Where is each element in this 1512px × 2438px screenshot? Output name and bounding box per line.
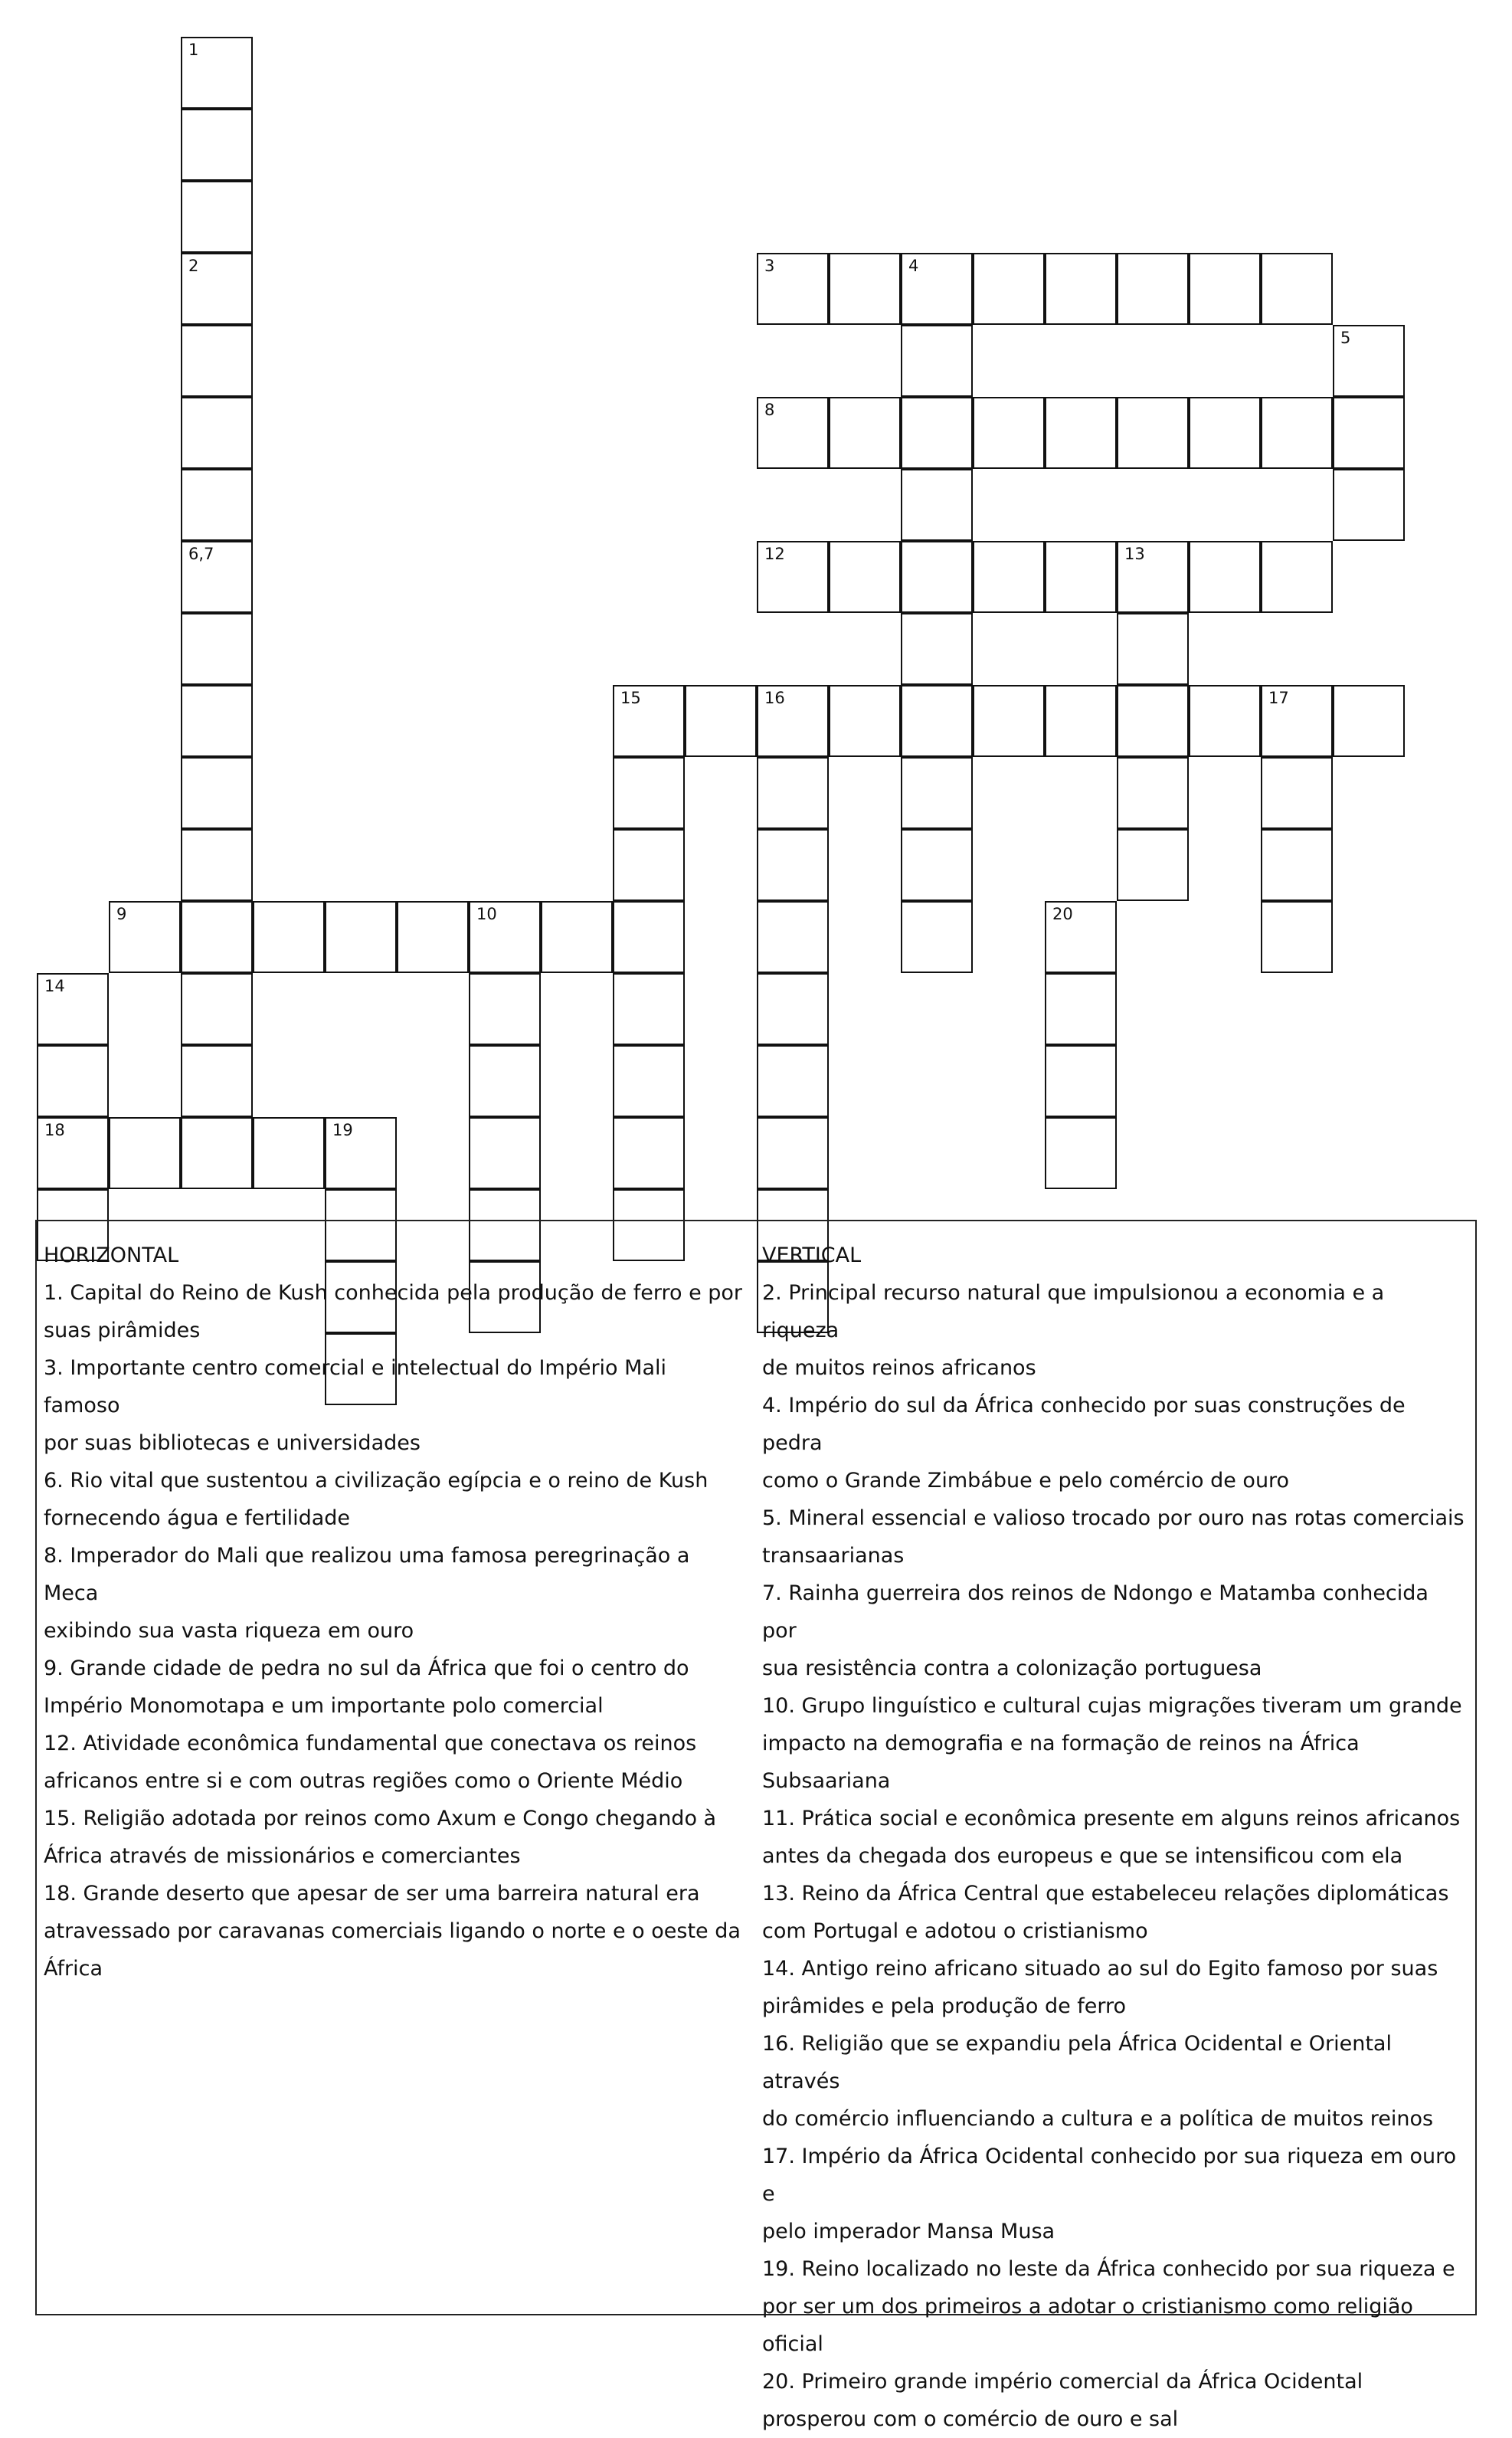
grid-cell[interactable] bbox=[1045, 253, 1117, 325]
clue-number: 19 bbox=[332, 1121, 353, 1139]
clue-number: 15 bbox=[620, 689, 641, 707]
grid-cell[interactable] bbox=[181, 253, 253, 325]
grid-cell[interactable] bbox=[1117, 757, 1189, 829]
clue-line: 17. Império da África Ocidental conhecido por sua riqueza em ouro e bbox=[762, 2145, 1457, 2206]
grid-cell[interactable] bbox=[325, 1117, 397, 1189]
grid-cell[interactable] bbox=[757, 253, 829, 325]
grid-cell[interactable] bbox=[1045, 685, 1117, 757]
clue-line: oficial bbox=[762, 2332, 823, 2356]
grid-cell[interactable] bbox=[901, 325, 973, 397]
clue-number: 1 bbox=[188, 41, 199, 59]
grid-cell[interactable] bbox=[181, 613, 253, 685]
grid-cell[interactable] bbox=[469, 1045, 541, 1117]
grid-cell[interactable] bbox=[1117, 253, 1189, 325]
clue-number: 12 bbox=[764, 545, 785, 563]
grid-cell[interactable] bbox=[973, 541, 1045, 613]
grid-cell[interactable] bbox=[613, 757, 685, 829]
grid-cell[interactable] bbox=[37, 973, 109, 1045]
grid-cell[interactable] bbox=[1117, 397, 1189, 469]
grid-cell[interactable] bbox=[181, 397, 253, 469]
grid-cell[interactable] bbox=[1045, 397, 1117, 469]
grid-cell[interactable] bbox=[613, 829, 685, 901]
clue-line: 10. Grupo linguístico e cultural cujas migrações tiveram um grande bbox=[762, 1694, 1462, 1718]
grid-cell[interactable] bbox=[469, 973, 541, 1045]
clues-box bbox=[35, 1220, 1477, 2431]
grid-cell[interactable] bbox=[901, 901, 973, 973]
grid-cell[interactable] bbox=[1333, 397, 1405, 469]
grid-cell[interactable] bbox=[613, 973, 685, 1045]
grid-cell[interactable] bbox=[757, 541, 829, 613]
grid-cell[interactable] bbox=[613, 685, 685, 757]
grid-cell[interactable] bbox=[757, 397, 829, 469]
clue-line: 18. Grande deserto que apesar de ser uma barreira natural era bbox=[44, 1882, 700, 1906]
clue-line: 15. Religião adotada por reinos como Axum e Congo chegando à bbox=[44, 1807, 717, 1830]
grid-cell[interactable] bbox=[613, 1045, 685, 1117]
horizontal-clues bbox=[44, 1237, 748, 1987]
clue-line: exibindo sua vasta riqueza em ouro bbox=[44, 1619, 414, 1643]
clue-number: 16 bbox=[764, 689, 785, 707]
clue-number: 6,7 bbox=[188, 545, 214, 563]
clue-number: 9 bbox=[116, 905, 127, 923]
clue-line: com Portugal e adotou o cristianismo bbox=[762, 1919, 1148, 1943]
clue-number: 10 bbox=[476, 905, 497, 923]
grid-cell[interactable] bbox=[109, 1117, 181, 1189]
grid-cell[interactable] bbox=[181, 1045, 253, 1117]
grid-cell[interactable] bbox=[901, 757, 973, 829]
clue-number: 2 bbox=[188, 257, 199, 275]
grid-cell[interactable] bbox=[1333, 469, 1405, 541]
grid-cell[interactable] bbox=[37, 1045, 109, 1117]
grid-cell[interactable] bbox=[181, 685, 253, 757]
grid-cell[interactable] bbox=[1189, 397, 1261, 469]
clue-number: 8 bbox=[764, 401, 775, 419]
clue-line: Império Monomotapa e um importante polo comercial bbox=[44, 1694, 604, 1718]
grid-cell[interactable] bbox=[469, 1117, 541, 1189]
grid-cell[interactable] bbox=[901, 829, 973, 901]
clue-line: transaarianas bbox=[762, 1544, 905, 1568]
grid-cell[interactable] bbox=[757, 901, 829, 973]
clue-line: de muitos reinos africanos bbox=[762, 1356, 1036, 1380]
grid-cell[interactable] bbox=[829, 397, 901, 469]
grid-cell[interactable] bbox=[181, 541, 253, 613]
grid-cell[interactable] bbox=[901, 613, 973, 685]
grid-cell[interactable] bbox=[1261, 829, 1333, 901]
clue-number: 17 bbox=[1268, 689, 1289, 707]
grid-cell[interactable] bbox=[757, 1045, 829, 1117]
grid-cell[interactable] bbox=[1261, 541, 1333, 613]
clue-line: 9. Grande cidade de pedra no sul da África que foi o centro do bbox=[44, 1656, 689, 1680]
grid-cell[interactable] bbox=[1045, 973, 1117, 1045]
grid-cell[interactable] bbox=[829, 253, 901, 325]
grid-cell[interactable] bbox=[181, 829, 253, 901]
clue-line: pelo imperador Mansa Musa bbox=[762, 2220, 1055, 2243]
clue-line: 1. Capital do Reino de Kush conhecida pela produção de ferro e por bbox=[44, 1281, 743, 1305]
clue-line: África bbox=[44, 1957, 103, 1981]
clue-line: 7. Rainha guerreira dos reinos de Ndongo e Matamba conhecida por bbox=[762, 1581, 1429, 1643]
grid-cell[interactable] bbox=[1117, 541, 1189, 613]
clue-line: 13. Reino da África Central que estabeleceu relações diplomáticas bbox=[762, 1882, 1449, 1906]
grid-cell[interactable] bbox=[1261, 757, 1333, 829]
vertical-heading: VERTICAL bbox=[762, 1244, 862, 1267]
clue-line: 14. Antigo reino africano situado ao sul do Egito famoso por suas bbox=[762, 1957, 1438, 1981]
grid-cell[interactable] bbox=[613, 901, 685, 973]
clue-line: 8. Imperador do Mali que realizou uma famosa peregrinação a Meca bbox=[44, 1544, 690, 1605]
grid-cell[interactable] bbox=[181, 37, 253, 109]
grid-cell[interactable] bbox=[901, 541, 973, 613]
grid-cell[interactable] bbox=[181, 973, 253, 1045]
clue-number: 20 bbox=[1052, 905, 1073, 923]
clue-line: 20. Primeiro grande império comercial da África Ocidental bbox=[762, 2370, 1363, 2394]
grid-cell[interactable] bbox=[253, 1117, 325, 1189]
clue-number: 18 bbox=[44, 1121, 65, 1139]
grid-cell[interactable] bbox=[901, 685, 973, 757]
clue-line: Subsaariana bbox=[762, 1769, 891, 1793]
grid-cell[interactable] bbox=[757, 829, 829, 901]
grid-cell[interactable] bbox=[901, 469, 973, 541]
grid-cell[interactable] bbox=[181, 757, 253, 829]
clue-number: 13 bbox=[1124, 545, 1145, 563]
grid-cell[interactable] bbox=[901, 253, 973, 325]
grid-cell[interactable] bbox=[1045, 1045, 1117, 1117]
grid-cell[interactable] bbox=[181, 901, 253, 973]
clue-line: 12. Atividade econômica fundamental que conectava os reinos bbox=[44, 1732, 697, 1755]
grid-cell[interactable] bbox=[973, 397, 1045, 469]
grid-cell[interactable] bbox=[757, 973, 829, 1045]
horizontal-clue-list bbox=[44, 1274, 748, 1987]
grid-cell[interactable] bbox=[181, 109, 253, 181]
clue-line: 3. Importante centro comercial e intelectual do Império Mali famoso bbox=[44, 1356, 667, 1417]
grid-cell[interactable] bbox=[1333, 325, 1405, 397]
grid-cell[interactable] bbox=[1261, 901, 1333, 973]
clue-number: 5 bbox=[1340, 329, 1351, 347]
grid-cell[interactable] bbox=[1189, 541, 1261, 613]
clue-line: como o Grande Zimbábue e pelo comércio de ouro bbox=[762, 1469, 1290, 1493]
grid-cell[interactable] bbox=[757, 685, 829, 757]
clue-line: sua resistência contra a colonização portuguesa bbox=[762, 1656, 1262, 1680]
grid-cell[interactable] bbox=[829, 541, 901, 613]
grid-cell[interactable] bbox=[397, 901, 469, 973]
grid-cell[interactable] bbox=[829, 685, 901, 757]
grid-cell[interactable] bbox=[325, 901, 397, 973]
grid-cell[interactable] bbox=[109, 901, 181, 973]
clue-line: 4. Império do sul da África conhecido por suas construções de pedra bbox=[762, 1394, 1406, 1455]
grid-cell[interactable] bbox=[973, 253, 1045, 325]
grid-cell[interactable] bbox=[901, 397, 973, 469]
vertical-clues bbox=[762, 1237, 1467, 2438]
grid-cell[interactable] bbox=[181, 469, 253, 541]
clue-line: 16. Religião que se expandiu pela África Ocidental e Oriental através bbox=[762, 2032, 1392, 2093]
grid-cell[interactable] bbox=[1189, 685, 1261, 757]
crossword-grid bbox=[0, 0, 1512, 1195]
clue-line: suas pirâmides bbox=[44, 1319, 201, 1342]
clue-line: fornecendo água e fertilidade bbox=[44, 1506, 351, 1530]
clue-number: 4 bbox=[908, 257, 919, 275]
clue-line: pirâmides e pela produção de ferro bbox=[762, 1994, 1127, 2018]
clue-line: por ser um dos primeiros a adotar o cristianismo como religião bbox=[762, 2295, 1413, 2318]
grid-cell[interactable] bbox=[1261, 397, 1333, 469]
grid-cell[interactable] bbox=[181, 181, 253, 253]
clue-line: do comércio influenciando a cultura e a política de muitos reinos bbox=[762, 2107, 1434, 2131]
clue-line: 6. Rio vital que sustentou a civilização egípcia e o reino de Kush bbox=[44, 1469, 709, 1493]
clue-line: 11. Prática social e econômica presente em alguns reinos africanos bbox=[762, 1807, 1461, 1830]
clue-line: atravessado por caravanas comerciais ligando o norte e o oeste da bbox=[44, 1919, 741, 1943]
clue-line: 19. Reino localizado no leste da África conhecido por sua riqueza e bbox=[762, 2257, 1455, 2281]
grid-cell[interactable] bbox=[181, 325, 253, 397]
clue-line: antes da chegada dos europeus e que se intensificou com ela bbox=[762, 1844, 1403, 1868]
grid-cell[interactable] bbox=[253, 901, 325, 973]
grid-cell[interactable] bbox=[541, 901, 613, 973]
clue-line: africanos entre si e com outras regiões como o Oriente Médio bbox=[44, 1769, 683, 1793]
grid-cell[interactable] bbox=[613, 1117, 685, 1189]
grid-cell[interactable] bbox=[973, 685, 1045, 757]
grid-cell[interactable] bbox=[1189, 253, 1261, 325]
grid-cell[interactable] bbox=[1045, 1117, 1117, 1189]
grid-cell[interactable] bbox=[181, 1117, 253, 1189]
grid-cell[interactable] bbox=[469, 901, 541, 973]
grid-cell[interactable] bbox=[1117, 613, 1189, 685]
grid-cell[interactable] bbox=[1045, 541, 1117, 613]
clue-line: 2. Principal recurso natural que impulsionou a economia e a riqueza bbox=[762, 1281, 1385, 1342]
grid-cell[interactable] bbox=[1117, 829, 1189, 901]
vertical-clue-list bbox=[762, 1274, 1467, 2438]
clue-line: impacto na demografia e na formação de reinos na África bbox=[762, 1732, 1360, 1755]
grid-cell[interactable] bbox=[1261, 685, 1333, 757]
clue-line: prosperou com o comércio de ouro e sal bbox=[762, 2407, 1179, 2431]
horizontal-heading: HORIZONTAL bbox=[44, 1244, 179, 1267]
grid-cell[interactable] bbox=[1333, 685, 1405, 757]
clue-number: 3 bbox=[764, 257, 775, 275]
grid-cell[interactable] bbox=[1261, 253, 1333, 325]
grid-cell[interactable] bbox=[685, 685, 757, 757]
grid-cell[interactable] bbox=[757, 757, 829, 829]
clue-line: África através de missionários e comerciantes bbox=[44, 1844, 521, 1868]
clue-number: 14 bbox=[44, 977, 65, 995]
grid-cell[interactable] bbox=[757, 1117, 829, 1189]
grid-cell[interactable] bbox=[37, 1117, 109, 1189]
grid-cell[interactable] bbox=[1117, 685, 1189, 757]
grid-cell[interactable] bbox=[1045, 901, 1117, 973]
clue-line: 5. Mineral essencial e valioso trocado por ouro nas rotas comerciais bbox=[762, 1506, 1465, 1530]
clue-line: por suas bibliotecas e universidades bbox=[44, 1431, 421, 1455]
